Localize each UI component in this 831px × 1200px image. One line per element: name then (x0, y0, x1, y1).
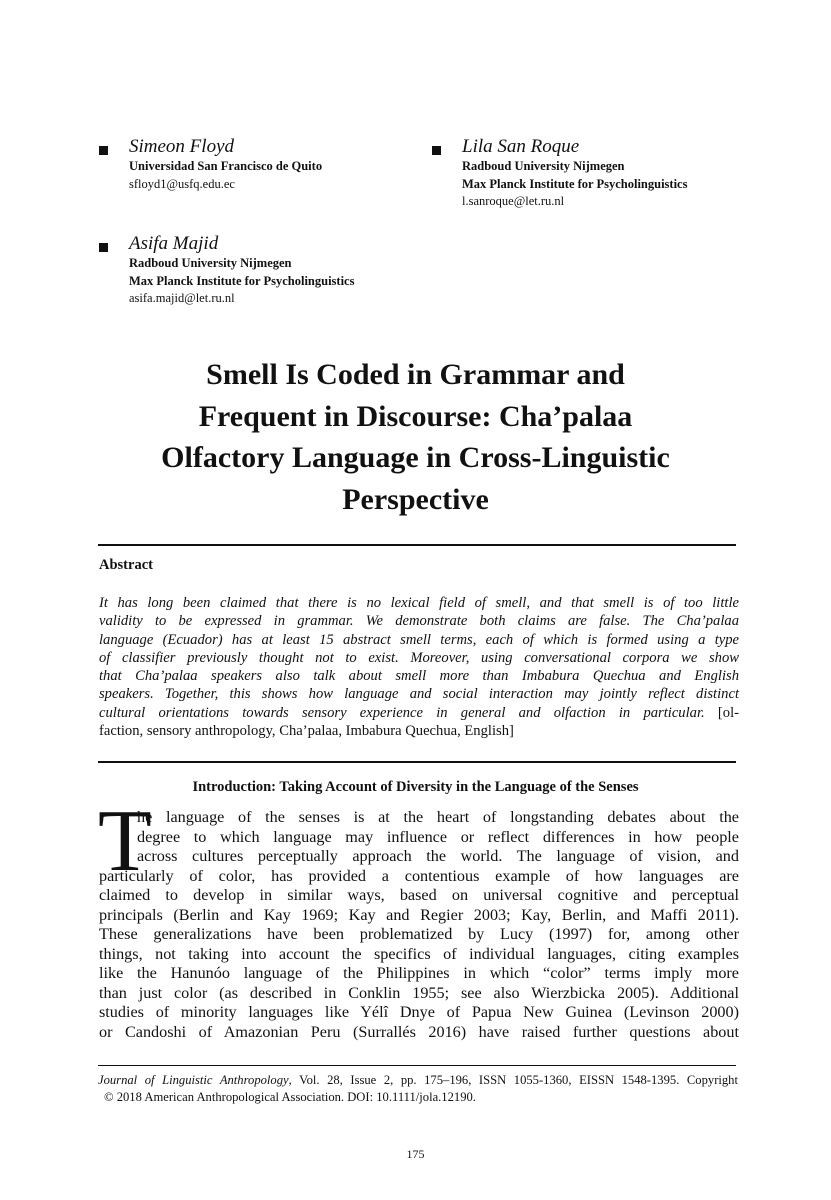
author-affiliation: Radboud University Nijmegen (129, 256, 292, 270)
author-email: asifa.majid@let.ru.nl (129, 291, 235, 305)
author-email: l.sanroque@let.ru.nl (462, 194, 565, 208)
author-email: sfloyd1@usfq.edu.ec (129, 177, 235, 191)
title-line: Olfactory Language in Cross-Linguistic (161, 441, 670, 474)
body-line: things, not taking into account the specifics of individual languages, citing examples (99, 944, 739, 963)
author-affiliation: Max Planck Institute for Psycholinguistics (462, 177, 688, 191)
bullet-square-icon (99, 146, 108, 155)
abstract-line: validity to be expressed in grammar. We demonstrate both claims are false. The Cha’palaa (99, 613, 739, 630)
drop-cap: T (98, 793, 152, 890)
body-line: than just color (as described in Conklin 1955; see also Wierzbicka 2005). Additional (99, 983, 739, 1002)
footnote (98, 1072, 738, 1106)
abstract-line: of classifier previously thought not to exist. Moreover, using conversational corpora we show (99, 649, 739, 666)
footnote-line: © 2018 American Anthropological Association. DOI: 10.1111/jola.12190. (104, 1090, 476, 1104)
abstract-line: that Cha’palaa speakers also talk about smell more than Imbabura Quechua and English (99, 668, 739, 685)
abstract-bottom-rule (98, 761, 736, 763)
body-line: or Candoshi of Amazonian Peru (Surrallés 2016) have raised further questions about (99, 1023, 739, 1042)
author-affiliation: Radboud University Nijmegen (462, 159, 625, 173)
footnote-details: , Vol. 28, Issue 2, pp. 175–196, ISSN 1055-1360, EISSN 1548-1395. Copyright (288, 1073, 738, 1087)
body-line: particularly of color, has provided a contentious example of how languages are (99, 866, 739, 885)
body-line: principals (Berlin and Kay 1969; Kay and Regier 2003; Kay, Berlin, and Maffi 2011). (99, 905, 739, 924)
abstract-line: It has long been claimed that there is no lexical field of smell, and that smell is of too little (99, 595, 739, 611)
footnote-line (98, 1072, 738, 1089)
abstract-line: speakers. Together, this shows how language and social interaction may jointly reflect distinct (99, 686, 739, 703)
body-line: These generalizations have been problematized by Lucy (1997) for, among other (99, 925, 739, 944)
abstract-heading: Abstract (99, 557, 153, 573)
title-line: Perspective (342, 482, 489, 516)
body-line: he language of the senses is at the heart of longstanding debates about the (137, 808, 739, 826)
keywords-start: [ol- (717, 704, 739, 721)
author-name: Simeon Floyd (129, 136, 235, 157)
author-name: Asifa Majid (129, 233, 219, 254)
bullet-square-icon (432, 146, 441, 155)
section-heading: Introduction: Taking Account of Diversity in the Language of the Senses (192, 779, 639, 795)
page-number: 175 (406, 1147, 425, 1161)
keywords-line: faction, sensory anthropology, Cha’palaa, Imbabura Quechua, English] (99, 723, 514, 740)
author-affiliation: Max Planck Institute for Psycholinguistics (129, 274, 355, 288)
body-line: studies of minority languages like Yélî Dnye of Papua New Guinea (Levinson 2000) (99, 1003, 739, 1022)
body-line: claimed to develop in similar ways, based on universal cognitive and perceptual (99, 886, 739, 905)
abstract-text (99, 594, 739, 740)
abstract-line: language (Ecuador) has at least 15 abstract smell terms, each of which is formed using a type (99, 631, 739, 648)
abstract-top-rule (98, 544, 736, 546)
intro-body-text (99, 808, 739, 1043)
footnote-rule (98, 1065, 736, 1066)
journal-name: Journal of Linguistic Anthropology (98, 1073, 289, 1087)
author-name: Lila San Roque (462, 136, 580, 157)
body-line: degree to which language may influence or reflect differences in how people (137, 827, 739, 846)
title-line: Frequent in Discourse: Cha’palaa (198, 399, 633, 433)
abstract-line (99, 704, 739, 722)
author-affiliation: Universidad San Francisco de Quito (129, 159, 323, 173)
paper-title (60, 354, 771, 520)
title-line: Smell Is Coded in Grammar and (206, 358, 625, 391)
bullet-square-icon (99, 243, 108, 252)
abstract-line-text: cultural orientations towards sensory experience in general and olfaction in particular. (99, 704, 705, 721)
body-line: like the Hanunóo language of the Philippines in which “color” terms imply more (99, 964, 739, 983)
body-line: across cultures perceptually approach the world. The language of vision, and (137, 847, 739, 866)
